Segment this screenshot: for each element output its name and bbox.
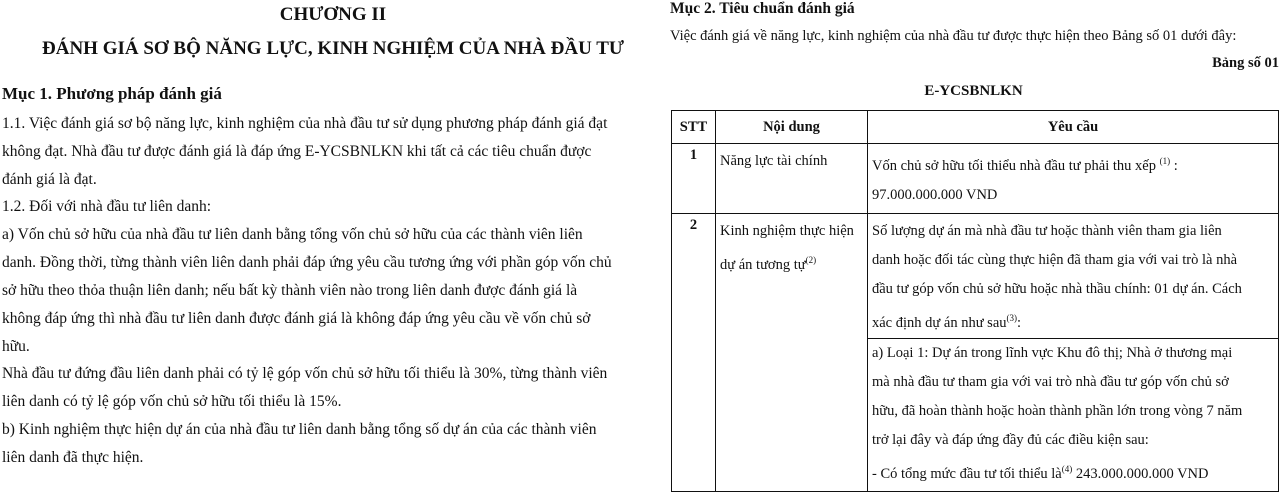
row-content [716,144,868,214]
footnote-mark: (1) [1159,156,1171,166]
table-number: Bảng số 01 [1212,55,1279,71]
left-column [0,0,666,466]
section1-line: không đáp ứng thì nhà đầu tư liên danh được đánh giá là không đáp ứng yêu cầu về vốn chủ sở [2,310,591,327]
row-requirement-line [872,455,1274,489]
section1-line: đánh giá là đạt. [2,171,97,188]
chapter-subtitle: ĐÁNH GIÁ SƠ BỘ NĂNG LỰC, KINH NGHIỆM CỦA NHÀ ĐẦU TƯ [42,38,624,59]
table-code: E-YCSBNLKN [924,83,1023,99]
row-requirement-line: đầu tư góp vốn chủ sở hữu hoặc nhà thầu chính: 01 dự án. Cách [872,280,1242,297]
section1-line: không đạt. Nhà đầu tư được đánh giá là đáp ứng E-YCSBNLKN khi tất cả các tiêu chuẩn được [2,143,592,160]
row-requirement-line: danh hoặc đối tác cùng thực hiện đã tham gia với vai trò là nhà [872,251,1238,268]
row-requirement-line: Số lượng dự án mà nhà đầu tư hoặc thành viên tham gia liên [872,222,1222,239]
section1-line: Nhà đầu tư đứng đầu liên danh phải có tỷ lệ góp vốn chủ sở hữu tối thiểu là 30%, từng thành viên [2,365,608,382]
footnote-mark: (3) [1006,312,1018,323]
footnote-mark: (4) [1061,463,1073,474]
row-content-line [720,246,863,280]
row-content-line: Năng lực tài chính [720,153,828,169]
section1-line: danh. Đồng thời, từng thành viên liên danh phải đáp ứng yêu cầu tương ứng với phần góp vốn chủ [2,254,612,271]
req-suffix: : [1170,157,1178,174]
section1-line: 1.2. Đối với nhà đầu tư liên danh: [2,198,212,215]
row-requirement-line [872,304,1274,338]
req-colon: : [1017,314,1022,331]
req-text: - Có tổng mức đầu tư tối thiểu là [872,465,1062,482]
criteria-table [671,110,1279,492]
row-requirement [868,213,1279,492]
chapter-title: CHƯƠNG II [279,4,387,25]
section1-line: liên danh có tỷ lệ góp vốn chủ sở hữu tối thiểu là 15%. [2,393,342,410]
section2-heading: Mục 2. Tiêu chuẩn đánh giá [670,0,855,17]
section1-line: b) Kinh nghiệm thực hiện dự án của nhà đầu tư liên danh bằng tổng số dự án của các thành viên [2,421,597,438]
col-header-requirement: Yêu cầu [868,111,1279,144]
row-requirement-line: mà nhà đầu tư tham gia với vai trò nhà đầu tư góp vốn chủ sở [872,373,1229,390]
section1-line: hữu. [2,338,30,355]
col-header-content: Nội dung [716,111,868,144]
row-content-line: Kinh nghiệm thực hiện [720,222,854,239]
table-row [672,144,1279,214]
col-header-stt: STT [672,111,716,144]
section1-heading: Mục 1. Phương pháp đánh giá [2,84,222,103]
section2-intro: Việc đánh giá về năng lực, kinh nghiệm của nhà đầu tư được thực hiện theo Bảng số 01 dưới đây: [670,28,1237,44]
row-requirement-line [872,147,1274,181]
req-text: Vốn chủ sở hữu tối thiểu nhà đầu tư phải thu xếp [872,157,1156,174]
row-requirement-line: hữu, đã hoàn thành hoặc hoàn thành phần lớn trong vòng 7 năm [872,402,1243,419]
row-stt: 2 [672,213,716,492]
section1-line: 1.1. Việc đánh giá sơ bộ năng lực, kinh nghiệm của nhà đầu tư sử dụng phương pháp đánh giá đạt [2,115,608,132]
section1-line: sở hữu theo thỏa thuận liên danh; nếu bất kỳ thành viên nào trong liên danh được đánh giá là [2,282,578,299]
row-requirement-line: trở lại đây và đáp ứng đầy đủ các điều kiện sau: [872,431,1149,448]
row-stt: 1 [672,144,716,214]
row-requirement-line: 97.000.000.000 VND [872,186,998,203]
req-value: 243.000.000.000 VND [1072,465,1209,482]
table-header-row [672,111,1279,144]
row-requirement [868,144,1279,214]
section1-line: liên danh đã thực hiện. [2,449,144,466]
content-text: dự án tương tự [720,256,806,273]
row-requirement-line: a) Loại 1: Dự án trong lĩnh vực Khu đô thị; Nhà ở thương mại [872,344,1233,361]
table-row [672,213,1279,492]
right-column [668,0,1279,482]
section1-line: a) Vốn chủ sở hữu của nhà đầu tư liên danh bằng tổng vốn chủ sở hữu của các thành viên liên [2,226,583,243]
footnote-mark: (2) [805,254,817,265]
row-content [716,213,868,492]
req-text: xác định dự án như sau [872,314,1007,331]
